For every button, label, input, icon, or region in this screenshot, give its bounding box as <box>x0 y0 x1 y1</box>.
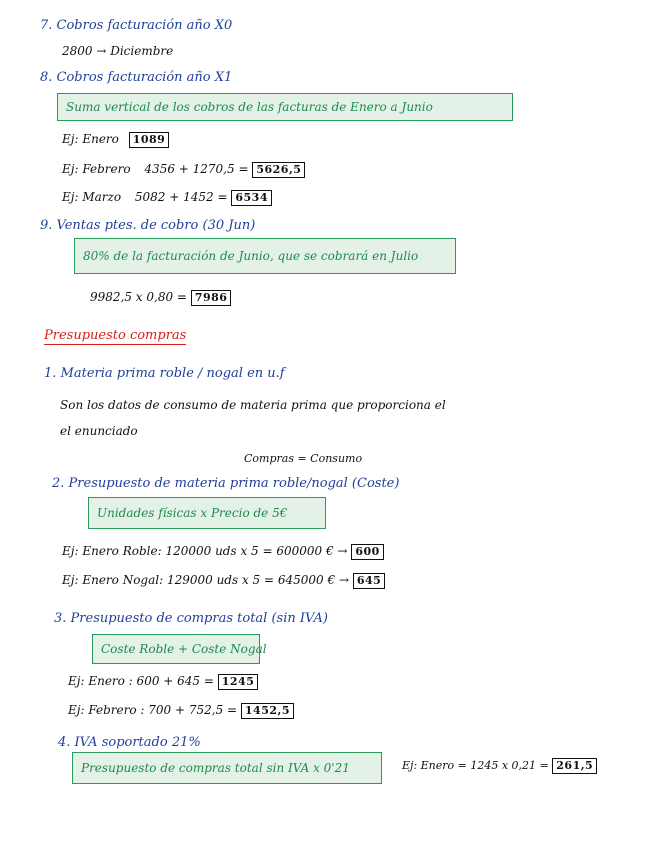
compras-3-formula-box <box>92 634 267 664</box>
result-box: 7986 <box>191 290 232 306</box>
section-8-formula-box <box>57 93 513 121</box>
section-8-example-marzo <box>62 190 272 206</box>
example-expression: 5082 + 1452 = <box>134 190 228 204</box>
compras-2-example-nogal <box>62 573 385 589</box>
result-box: 261,5 <box>552 758 597 774</box>
compras-3-title: 3. Presupuesto de compras total (sin IVA) <box>54 611 328 626</box>
section-9-formula-text: 80% de la facturación de Junio, que se cobrará en Julio <box>83 249 419 263</box>
example-expression: Ej: Enero Roble: 120000 uds x 5 = 600000 € → <box>62 544 348 558</box>
section-heading-presupuesto-compras: Presupuesto compras <box>44 328 187 343</box>
example-label: Ej: Febrero <box>62 162 131 176</box>
example-expression: Ej: Enero Nogal: 129000 uds x 5 = 645000 € → <box>62 573 349 587</box>
example-expression: 4356 + 1270,5 = <box>144 162 249 176</box>
section-9-formula-box <box>74 238 456 274</box>
compras-4-formula-text: Presupuesto de compras total sin IVA x 0'21 <box>81 761 350 775</box>
section-9-calculation <box>90 290 231 306</box>
example-expression: Ej: Enero : 600 + 645 = <box>68 674 214 688</box>
section-8-title: 8. Cobros facturación año X1 <box>40 70 233 85</box>
compras-4-title: 4. IVA soportado 21% <box>58 735 201 750</box>
compras-1-text-line-1: Son los datos de consumo de materia prima que proporciona el <box>60 398 446 412</box>
example-label: Ej: Marzo <box>62 190 122 204</box>
section-8-example-febrero <box>62 162 305 178</box>
section-8-formula-text: Suma vertical de los cobros de las facturas de Enero a Junio <box>66 100 433 114</box>
compras-4-example-enero <box>402 758 597 774</box>
section-8-example-enero <box>62 132 169 148</box>
result-box: 1452,5 <box>241 703 294 719</box>
section-9-title: 9. Ventas ptes. de cobro (30 Jun) <box>40 218 256 233</box>
compras-3-formula-text: Coste Roble + Coste Nogal <box>101 642 267 656</box>
section-7-line: 2800 → Diciembre <box>62 44 174 58</box>
compras-3-example-febrero <box>68 703 294 719</box>
compras-2-formula-box <box>88 497 326 529</box>
compras-2-title: 2. Presupuesto de materia prima roble/nogal (Coste) <box>52 476 400 491</box>
example-expression: Ej: Febrero : 700 + 752,5 = <box>68 703 238 717</box>
compras-2-example-roble <box>62 544 384 560</box>
example-label: Ej: Enero <box>62 132 119 146</box>
example-expression: Ej: Enero = 1245 x 0,21 = <box>402 759 549 772</box>
compras-2-formula-text: Unidades físicas x Precio de 5€ <box>97 506 288 520</box>
compras-1-text-line-2: el enunciado <box>60 424 138 438</box>
result-box: 1089 <box>129 132 170 148</box>
section-7-title: 7. Cobros facturación año X0 <box>40 18 233 33</box>
compras-3-example-enero <box>68 674 258 690</box>
calculation-expression: 9982,5 x 0,80 = <box>90 290 187 304</box>
compras-1-equation: Compras = Consumo <box>244 452 363 465</box>
result-box: 645 <box>353 573 385 589</box>
result-box: 5626,5 <box>252 162 305 178</box>
result-box: 600 <box>351 544 383 560</box>
result-box: 1245 <box>218 674 259 690</box>
result-box: 6534 <box>231 190 272 206</box>
compras-4-formula-box <box>72 752 382 784</box>
compras-1-title: 1. Materia prima roble / nogal en u.f <box>44 366 285 381</box>
